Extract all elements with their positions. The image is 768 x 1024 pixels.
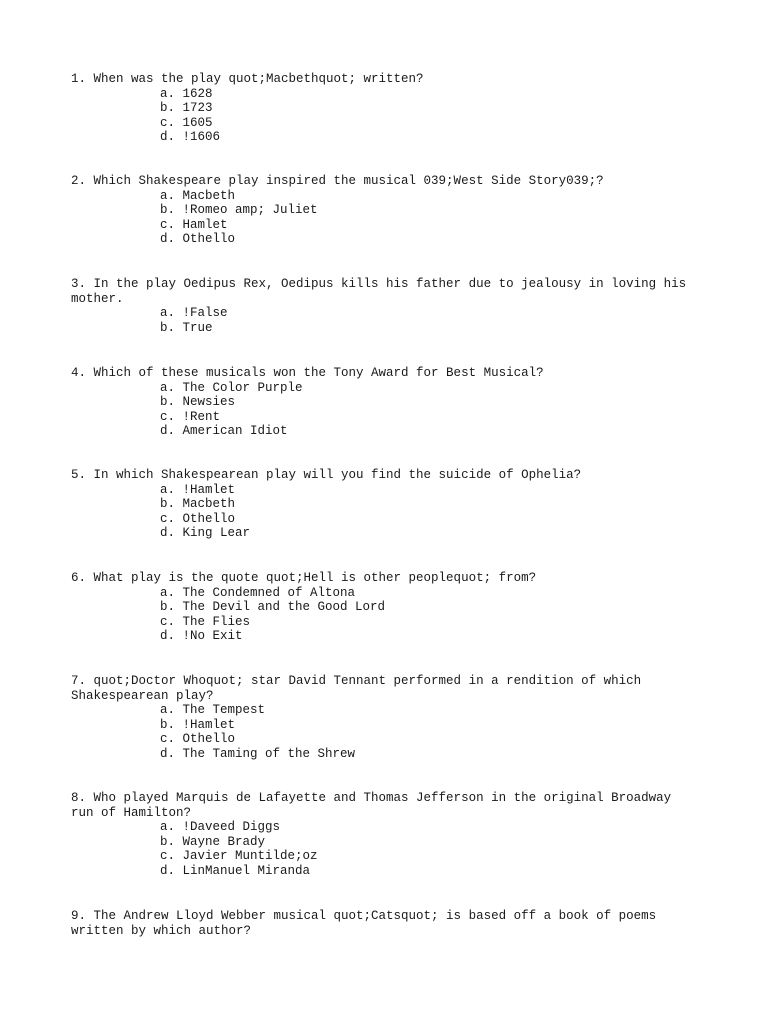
answer-option: a. The Condemned of Altona — [160, 585, 356, 600]
answer-option: b. Newsies — [160, 395, 236, 410]
answer-options — [71, 820, 701, 878]
answer-option: c. The Flies — [160, 614, 251, 629]
question-text: 8. Who played Marquis de Lafayette and Thomas Jefferson in the original Broadway run of Hamilton? — [71, 791, 679, 820]
answer-options — [71, 189, 701, 247]
answer-option: a. !Hamlet — [160, 482, 236, 497]
question-2 — [71, 174, 701, 247]
answer-options — [71, 381, 701, 439]
answer-option: b. !Hamlet — [160, 717, 236, 732]
answer-option: d. !No Exit — [160, 629, 243, 644]
question-9 — [71, 909, 701, 938]
question-text: 2. Which Shakespeare play inspired the musical 039;West Side Story039;? — [71, 174, 604, 188]
answer-options — [71, 87, 701, 145]
question-6 — [71, 571, 701, 644]
question-8 — [71, 791, 701, 879]
answer-option: a. The Tempest — [160, 703, 266, 718]
answer-option: d. King Lear — [160, 526, 251, 541]
answer-option: c. Othello — [160, 511, 236, 526]
question-text: 6. What play is the quote quot;Hell is other peoplequot; from? — [71, 571, 537, 585]
answer-option: a. The Color Purple — [160, 380, 303, 395]
answer-option: b. !Romeo amp; Juliet — [160, 203, 318, 218]
question-text: 1. When was the play quot;Macbethquot; written? — [71, 72, 424, 86]
answer-option: c. 1605 — [160, 115, 213, 130]
answer-option: a. !False — [160, 306, 228, 321]
question-7 — [71, 674, 701, 762]
answer-options — [71, 586, 701, 644]
answer-option: a. !Daveed Diggs — [160, 820, 281, 835]
question-text: 3. In the play Oedipus Rex, Oedipus kills his father due to jealousy in loving his mother. — [71, 277, 694, 306]
answer-option: c. Hamlet — [160, 217, 228, 232]
question-1 — [71, 72, 701, 145]
answer-option: c. !Rent — [160, 409, 221, 424]
question-text: 7. quot;Doctor Whoquot; star David Tennant performed in a rendition of which Shakespearean play? — [71, 674, 649, 703]
answer-option: b. True — [160, 320, 213, 335]
answer-option: d. !1606 — [160, 130, 221, 145]
question-5 — [71, 468, 701, 541]
answer-option: c. Othello — [160, 732, 236, 747]
answer-option: b. The Devil and the Good Lord — [160, 600, 386, 615]
answer-options — [71, 703, 701, 761]
answer-option: d. LinManuel Miranda — [160, 863, 311, 878]
question-text: 5. In which Shakespearean play will you find the suicide of Ophelia? — [71, 468, 582, 482]
answer-option: b. Macbeth — [160, 497, 236, 512]
answer-option: b. Wayne Brady — [160, 834, 266, 849]
question-text: 4. Which of these musicals won the Tony Award for Best Musical? — [71, 366, 544, 380]
answer-option: b. 1723 — [160, 101, 213, 116]
answer-option: c. Javier Muntilde;oz — [160, 849, 318, 864]
answer-options — [71, 483, 701, 541]
question-4 — [71, 366, 701, 439]
answer-option: d. Othello — [160, 232, 236, 247]
question-text: 9. The Andrew Lloyd Webber musical quot;Catsquot; is based off a book of poems written by which author? — [71, 909, 664, 938]
answer-option: d. The Taming of the Shrew — [160, 746, 356, 761]
answer-option: a. 1628 — [160, 86, 213, 101]
answer-option: a. Macbeth — [160, 188, 236, 203]
question-3 — [71, 277, 701, 335]
answer-option: d. American Idiot — [160, 424, 288, 439]
answer-options — [71, 306, 701, 335]
